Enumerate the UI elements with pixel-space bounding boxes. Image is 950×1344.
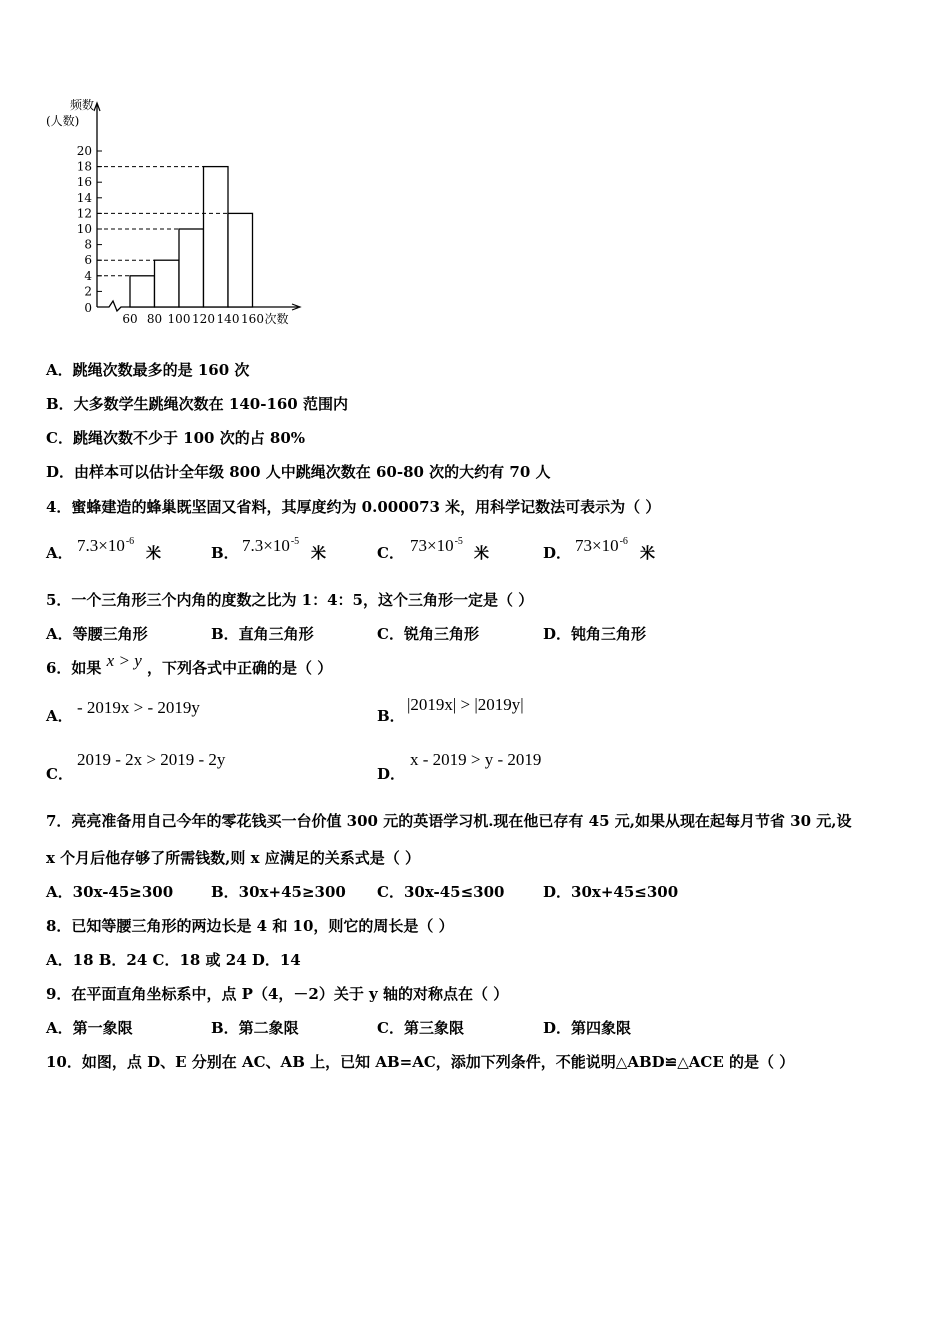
q3-option-a: A．跳绳次数最多的是 160 次 — [46, 361, 250, 379]
q3-option-d: D．由样本可以估计全年级 800 人中跳绳次数在 60-80 次的大约有 70 人 — [46, 463, 551, 481]
q7-stem-line2: x 个月后他存够了所需钱数,则 x 应满足的关系式是（ ） — [46, 849, 420, 867]
q6-option-b-expr: |2019x| > |2019y| — [407, 695, 524, 714]
q6-option-c-expr: 2019 - 2x > 2019 - 2y — [77, 750, 226, 769]
q7-option-a: A．30x-45≥300 — [46, 883, 174, 901]
q4-stem: 4．蜜蜂建造的蜂巢既坚固又省料，其厚度约为 0.000073 米，用科学记数法可表示为（ ） — [46, 498, 661, 516]
y-tick-label: 10 — [76, 222, 92, 236]
y-tick-label: 0 — [84, 301, 92, 315]
x-tick-label: 120 — [192, 312, 215, 326]
histogram-bar — [130, 276, 155, 307]
x-tick-label: 140 — [216, 312, 240, 326]
q9-option-b: B．第二象限 — [211, 1019, 299, 1037]
histogram-chart — [46, 95, 310, 335]
q4-option-b-expr: $7.3\times 10^{-5}$ — [242, 536, 300, 555]
q5-option-d: D．钝角三角形 — [543, 625, 647, 643]
q4-option-a-letter: A． — [46, 544, 73, 562]
x-tick-label: 60 — [122, 312, 138, 326]
q9-option-d: D．第四象限 — [543, 1019, 632, 1037]
q7-stem-line1: 7．亮亮准备用自己今年的零花钱买一台价值 300 元的英语学习机.现在他已存有 45 元,如果从现在起每月节省 30 元,设 — [46, 812, 852, 830]
x-axis-title: 次数 — [264, 312, 289, 326]
q7-option-c: C．30x-45≤300 — [377, 883, 505, 901]
q6-option-a-letter: A． — [46, 707, 73, 725]
q4-option-b-letter: B． — [211, 544, 239, 562]
q4-option-a-expr: $7.3\times 10^{-6}$ — [77, 536, 135, 555]
q3-option-c: C．跳绳次数不少于 100 次的占 80% — [46, 429, 306, 447]
y-tick-label: 12 — [76, 206, 92, 221]
q8-options: A．18 B．24 C．18 或 24 D．14 — [46, 951, 301, 969]
q5-option-c: C．锐角三角形 — [377, 625, 479, 643]
q9-option-c: C．第三象限 — [377, 1019, 464, 1037]
y-axis-subtitle: (人数) — [46, 114, 80, 128]
q6-condition: x > y — [106, 651, 142, 670]
q9-stem: 9．在平面直角坐标系中，点 P（4，－2）关于 y 轴的对称点在（ ） — [46, 985, 509, 1003]
q8-stem: 8．已知等腰三角形的两边长是 4 和 10，则它的周长是（ ） — [46, 917, 454, 935]
q5-option-a: A．等腰三角形 — [46, 625, 148, 643]
histogram-bar — [155, 260, 180, 307]
histogram-bar — [179, 229, 204, 307]
q7-option-d: D．30x+45≤300 — [543, 883, 679, 901]
y-tick-label: 6 — [84, 253, 92, 268]
q4-option-c-expr: $73\times 10^{-5}$ — [410, 536, 463, 555]
y-tick-label: 16 — [76, 175, 92, 190]
y-tick-label: 4 — [84, 268, 92, 283]
q4-option-d-unit: 米 — [640, 544, 656, 562]
q6-option-b-letter: B． — [377, 707, 405, 725]
q4-option-d-expr: $73\times 10^{-6}$ — [575, 536, 628, 555]
q4-option-c-letter: C． — [377, 544, 404, 562]
q7-option-b: B．30x+45≥300 — [211, 883, 346, 901]
q6-option-d-expr: x - 2019 > y - 2019 — [410, 750, 542, 769]
q6-option-d-letter: D． — [377, 765, 406, 783]
y-tick-label: 20 — [76, 144, 92, 158]
q4-option-c-unit: 米 — [474, 544, 490, 562]
q6-option-a-expr: - 2019x > - 2019y — [77, 698, 200, 717]
y-tick-label: 2 — [84, 284, 92, 299]
q6-option-c-letter: C． — [46, 765, 73, 783]
y-tick-label: 8 — [84, 237, 92, 252]
y-tick-label: 14 — [76, 190, 92, 205]
q6-stem: 6．如果 x > y ，下列各式中正确的是（ ） — [46, 651, 333, 677]
x-tick-label: 160 — [241, 312, 264, 326]
q10-stem: 10．如图，点 D、E 分别在 AC、AB 上，已知 AB=AC，添加下列条件，不能说明△ABD≌△ACE 的是（ ） — [46, 1053, 795, 1071]
q3-option-b: B．大多数学生跳绳次数在 140-160 范围内 — [46, 395, 348, 413]
q4-option-d-letter: D． — [543, 544, 572, 562]
y-tick-label: 18 — [76, 159, 92, 174]
chart-bars — [97, 167, 253, 307]
histogram-bar — [204, 167, 229, 307]
y-axis-title: 频数 — [70, 98, 95, 112]
q4-option-a-unit: 米 — [146, 544, 162, 562]
q4-option-b-unit: 米 — [311, 544, 327, 562]
x-tick-label: 80 — [146, 312, 163, 326]
q5-stem: 5．一个三角形三个内角的度数之比为 1：4：5，这个三角形一定是（ ） — [46, 591, 534, 609]
q9-option-a: A．第一象限 — [46, 1019, 133, 1037]
histogram-bar — [228, 213, 253, 307]
x-tick-label: 100 — [167, 312, 191, 326]
q5-option-b: B．直角三角形 — [211, 625, 314, 643]
